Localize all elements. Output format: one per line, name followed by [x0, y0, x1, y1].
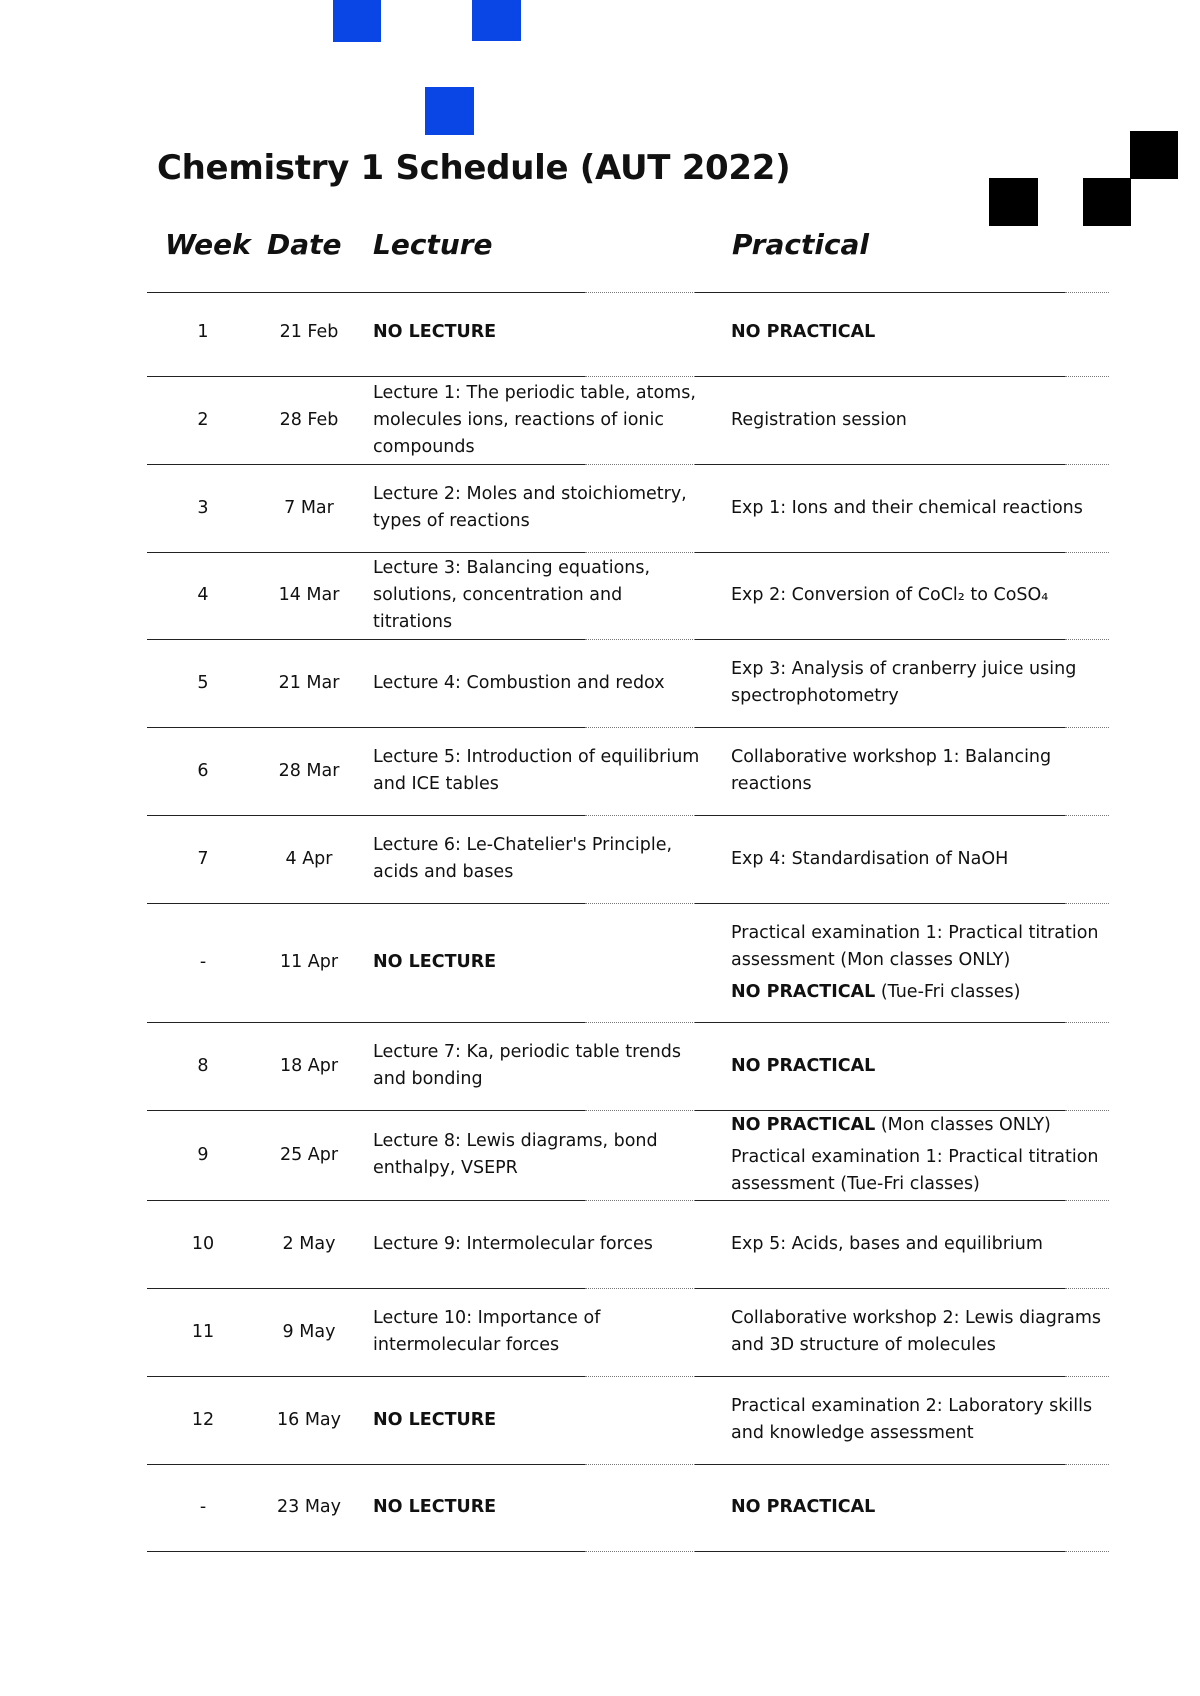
practical-note: (Mon classes ONLY)	[875, 1115, 1051, 1135]
practical-note: (Tue-Fri classes)	[875, 981, 1021, 1002]
practical-cell: Collaborative workshop 2: Lewis diagrams and 3D structure of molecules	[731, 1308, 1101, 1355]
table-row	[147, 1464, 1109, 1551]
lecture-cell: Lecture 3: Balancing equations, solutions, concentration and titrations	[373, 558, 651, 632]
week-cell: 11	[191, 1321, 215, 1342]
decor-blue-square-1	[333, 0, 381, 42]
table-row	[147, 288, 1109, 376]
column-header-lecture: Lecture	[373, 228, 493, 261]
date-cell: 21 Feb	[279, 321, 339, 342]
practical-emphasis: NO PRACTICAL	[731, 1115, 876, 1135]
practical-cell: Exp 4: Standardisation of NaOH	[731, 848, 1009, 869]
practical-cell: Registration session	[731, 409, 907, 430]
date-cell: 21 Mar	[278, 672, 340, 693]
lecture-cell: NO LECTURE	[373, 952, 497, 972]
lecture-cell: Lecture 8: Lewis diagrams, bond enthalpy, VSEPR	[373, 1131, 658, 1178]
lecture-cell: NO LECTURE	[373, 1497, 497, 1517]
practical-cell: NO PRACTICAL	[731, 1497, 876, 1517]
practical-cell: Exp 1: Ions and their chemical reactions	[731, 497, 1083, 518]
table-row	[147, 727, 1109, 815]
date-cell: 16 May	[276, 1409, 341, 1430]
practical-cell: Exp 3: Analysis of cranberry juice using spectrophotometry	[731, 659, 1077, 706]
date-cell: 18 Apr	[279, 1055, 339, 1076]
date-cell: 28 Feb	[279, 409, 339, 430]
practical-line: Practical examination 1: Practical titration assessment (Tue-Fri classes)	[731, 1147, 1099, 1194]
lecture-cell: Lecture 5: Introduction of equilibrium and ICE tables	[373, 747, 700, 794]
week-cell: 4	[197, 585, 209, 605]
table-header	[147, 222, 1109, 290]
practical-line	[731, 979, 1109, 1006]
decor-black-square-2	[1083, 178, 1131, 226]
table-row	[147, 815, 1109, 903]
practical-cell: NO PRACTICAL	[731, 321, 876, 342]
table-row	[147, 1200, 1109, 1288]
date-cell: 7 Mar	[284, 497, 334, 518]
decor-black-square-3	[1130, 131, 1178, 179]
table-row	[147, 639, 1109, 727]
lecture-cell: Lecture 2: Moles and stoichiometry, types of reactions	[373, 484, 687, 531]
week-cell: 5	[197, 672, 209, 693]
lecture-cell: Lecture 10: Importance of intermolecular forces	[373, 1308, 601, 1355]
table-row	[147, 464, 1109, 552]
date-cell: 2 May	[282, 1233, 336, 1254]
table-row	[147, 1288, 1109, 1376]
practical-cell: Exp 2: Conversion of CoCl₂ to CoSO₄	[731, 585, 1049, 605]
week-cell: 7	[197, 848, 209, 869]
table-row	[147, 376, 1109, 464]
week-cell: 8	[197, 1055, 209, 1076]
lecture-cell: NO LECTURE	[373, 1409, 497, 1430]
week-cell: 3	[197, 497, 209, 518]
date-cell: 4 Apr	[285, 848, 333, 869]
practical-emphasis: NO PRACTICAL	[731, 981, 876, 1002]
practical-cell: NO PRACTICAL	[731, 1055, 876, 1076]
week-cell: 1	[197, 321, 209, 342]
date-cell: 25 Apr	[279, 1144, 339, 1165]
lecture-cell: Lecture 9: Intermolecular forces	[373, 1233, 653, 1254]
week-cell: 9	[197, 1144, 209, 1165]
date-cell: 9 May	[282, 1321, 336, 1342]
practical-line: Practical examination 1: Practical titration assessment (Mon classes ONLY)	[731, 922, 1099, 970]
table-row	[147, 903, 1109, 1022]
table-row	[147, 1022, 1109, 1110]
practical-cell: Collaborative workshop 1: Balancing reactions	[731, 747, 1052, 794]
practical-cell	[731, 903, 1109, 1022]
week-cell: -	[199, 952, 207, 972]
date-cell: 11 Apr	[279, 952, 339, 972]
practical-cell	[731, 1110, 1109, 1200]
lecture-cell: NO LECTURE	[373, 321, 497, 342]
column-header-week: Week	[165, 228, 251, 261]
week-cell: 10	[191, 1233, 215, 1254]
table-row	[147, 552, 1109, 639]
practical-line	[731, 1112, 1109, 1139]
decor-blue-square-2	[472, 0, 521, 41]
date-cell: 14 Mar	[278, 585, 340, 605]
date-cell: 28 Mar	[278, 760, 340, 781]
week-cell: 12	[191, 1409, 215, 1430]
lecture-cell: Lecture 7: Ka, periodic table trends and bonding	[373, 1042, 681, 1089]
schedule-table	[147, 288, 1109, 1551]
decor-blue-square-3	[425, 87, 474, 135]
date-cell: 23 May	[276, 1497, 341, 1517]
week-cell: 6	[197, 760, 209, 781]
lecture-cell: Lecture 6: Le-Chatelier's Principle, acids and bases	[373, 835, 673, 882]
week-cell: 2	[197, 409, 209, 430]
column-header-practical: Practical	[732, 228, 870, 261]
table-row	[147, 1376, 1109, 1464]
week-cell: -	[199, 1497, 207, 1517]
practical-cell: Practical examination 2: Laboratory skills and knowledge assessment	[731, 1396, 1093, 1443]
practical-cell: Exp 5: Acids, bases and equilibrium	[731, 1233, 1043, 1254]
column-header-date: Date	[267, 228, 342, 261]
table-row	[147, 1110, 1109, 1200]
decor-black-square-1	[989, 178, 1038, 226]
lecture-cell: Lecture 1: The periodic table, atoms, molecules ions, reactions of ionic compounds	[373, 382, 696, 457]
lecture-cell: Lecture 4: Combustion and redox	[373, 672, 665, 693]
page-title: Chemistry 1 Schedule (AUT 2022)	[157, 148, 791, 188]
